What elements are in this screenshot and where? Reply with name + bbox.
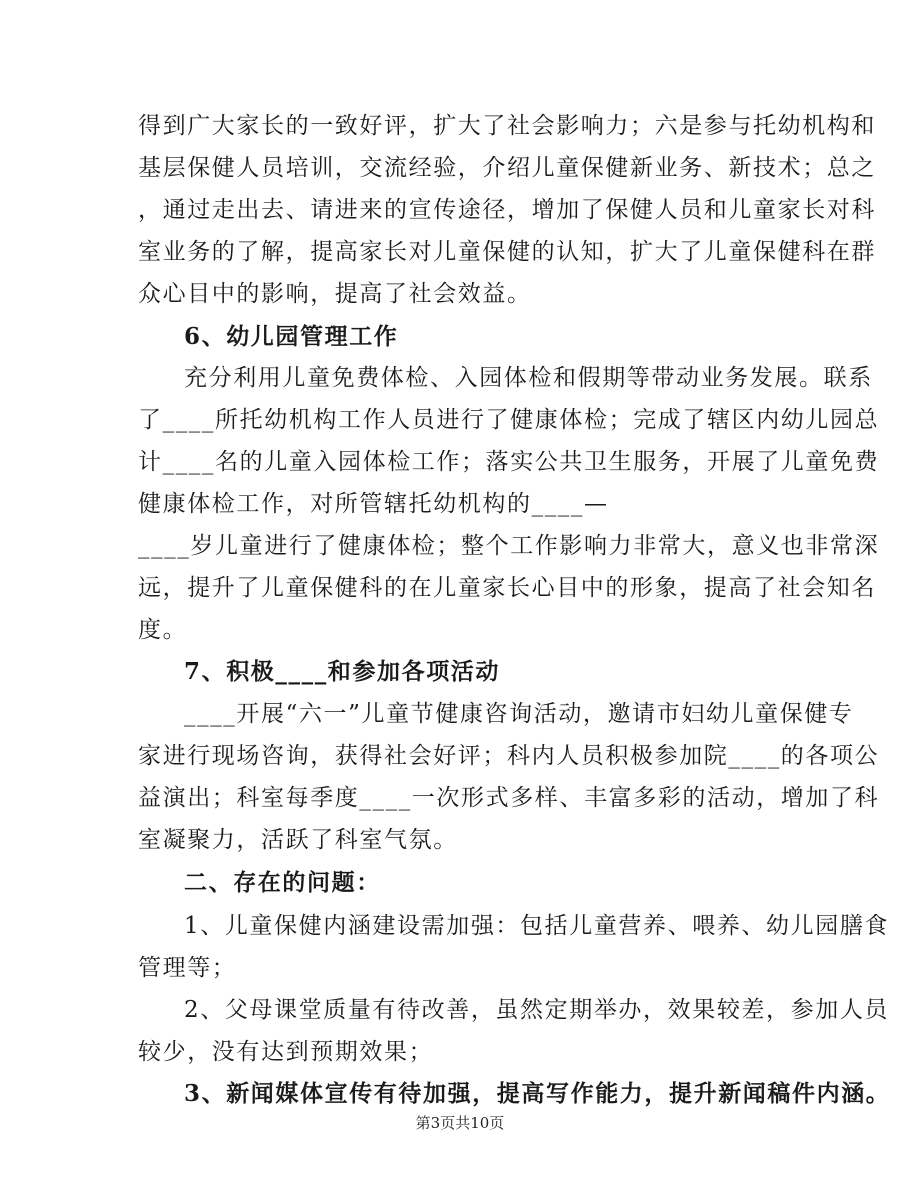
section-heading: 二、存在的问题： — [184, 869, 381, 896]
text-line: 家进行现场咨询，获得社会好评；科内人员积极参加院____的各项公 — [138, 743, 880, 769]
text-line: 度。 — [138, 617, 188, 643]
text-line: 益演出；科室每季度____一次形式多样、丰富多彩的活动，增加了科 — [138, 785, 880, 811]
section-heading: 6、幼儿园管理工作 — [184, 323, 399, 350]
text-line: 室业务的了解，提高家长对儿童保健的认知，扩大了儿童保健科在群 — [138, 239, 876, 265]
text-line: ，通过走出去、请进来的宣传途径，增加了保健人员和儿童家长对科 — [138, 197, 876, 223]
section-heading: 7、积极____和参加各项活动 — [184, 658, 501, 685]
text-line: 基层保健人员培训，交流经验，介绍儿童保健新业务、新技术；总之 — [138, 155, 876, 181]
text-line: 2、父母课堂质量有待改善，虽然定期举办，效果较差，参加人员 — [184, 997, 890, 1023]
text-line: ____开展“六一”儿童节健康咨询活动，邀请市妇幼儿童保健专 — [184, 701, 854, 727]
text-line: 了____所托幼机构工作人员进行了健康体检；完成了辖区内幼儿园总 — [138, 407, 880, 433]
text-line: 充分利用儿童免费体检、入园体检和假期等带动业务发展。联系 — [184, 365, 873, 391]
text-line: 室凝聚力，活跃了科室气氛。 — [138, 827, 458, 853]
text-line: 健康体检工作，对所管辖托幼机构的____— — [138, 491, 609, 517]
text-line: ____岁儿童进行了健康体检；整个工作影响力非常大，意义也非常深 — [138, 533, 880, 559]
text-line: 计____名的儿童入园体检工作；落实公共卫生服务，开展了儿童免费 — [138, 449, 880, 475]
text-line: 众心目中的影响，提高了社会效益。 — [138, 281, 532, 307]
text-line: 1、儿童保健内涵建设需加强：包括儿童营养、喂养、幼儿园膳食 — [184, 913, 890, 939]
text-line: 得到广大家长的一致好评，扩大了社会影响力；六是参与托幼机构和 — [138, 113, 876, 139]
text-line: 远，提升了儿童保健科的在儿童家长心目中的形象，提高了社会知名 — [138, 575, 876, 601]
text-line: 3、新闻媒体宣传有待加强，提高写作能力，提升新闻稿件内涵。 — [184, 1080, 891, 1107]
text-line: 管理等； — [138, 955, 237, 981]
page-number: 第3页共10页 — [415, 1114, 505, 1132]
text-line: 较少，没有达到预期效果； — [138, 1039, 434, 1065]
